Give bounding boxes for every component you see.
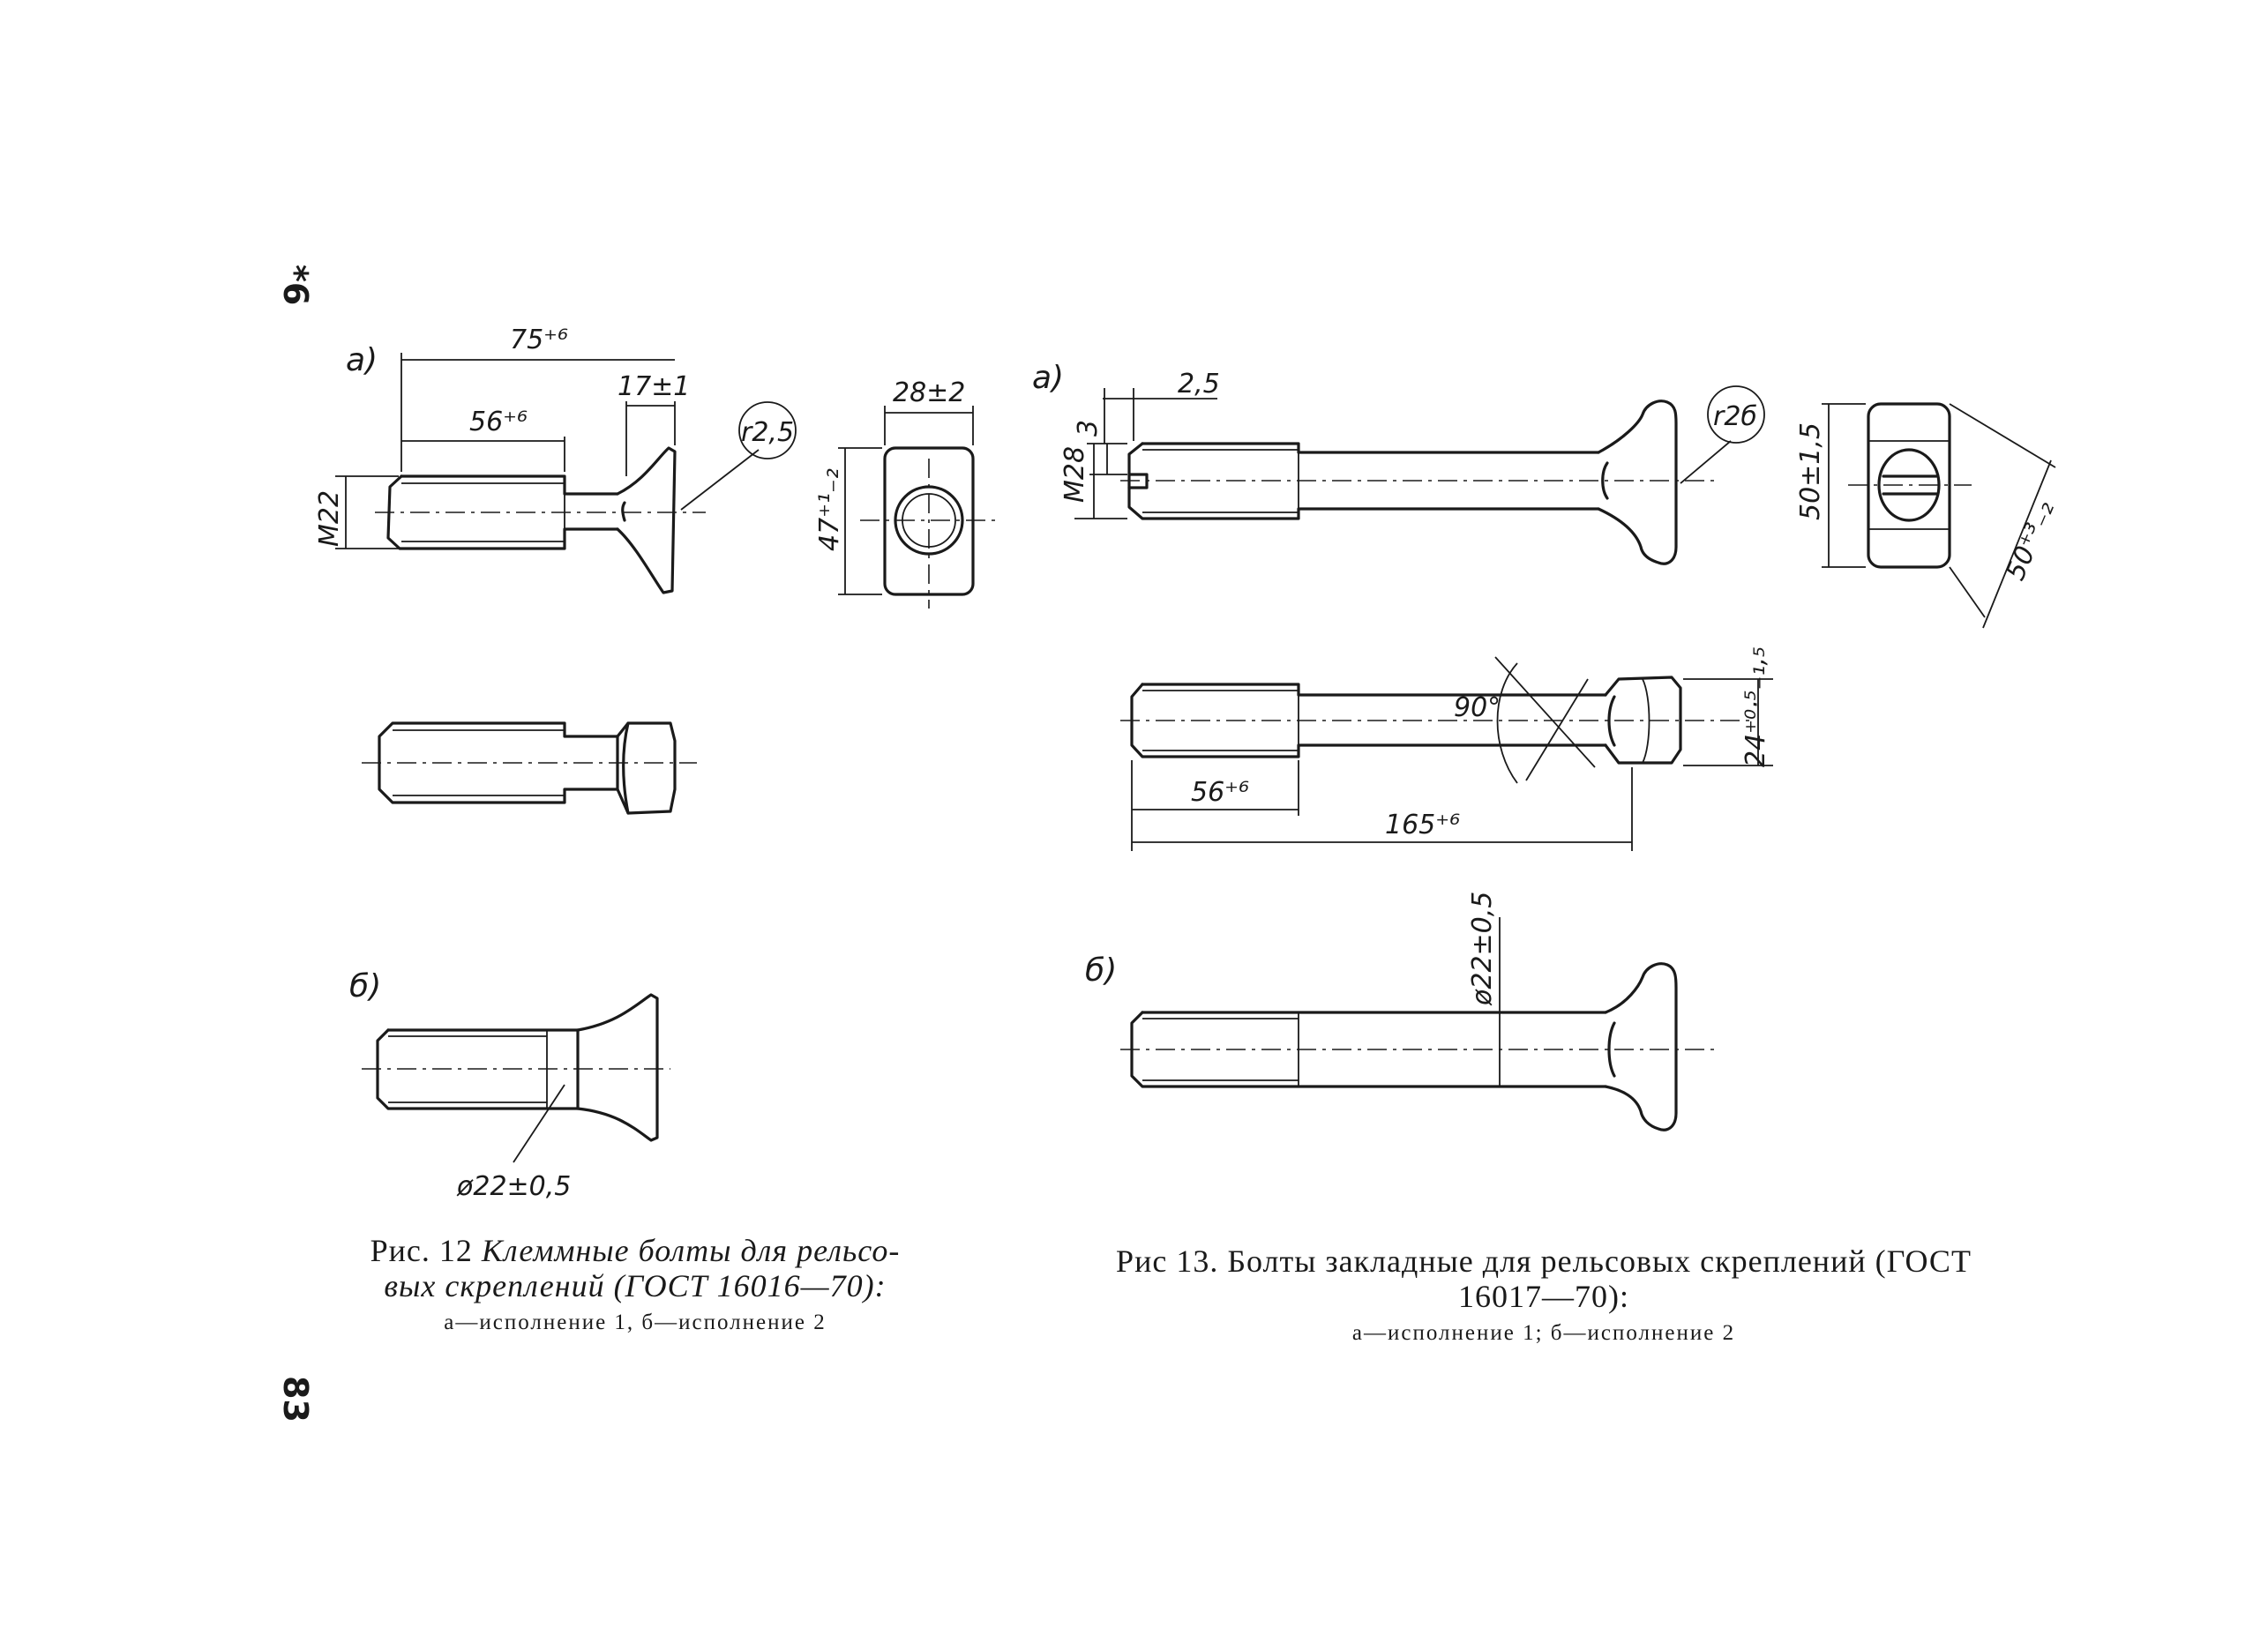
fig12-dim-thread: M22 (314, 489, 345, 547)
fig13-view-a-label: а) (1032, 360, 1065, 396)
fig12-dim-head-length: 17±1 (618, 371, 691, 402)
fig12-top-view (362, 723, 697, 813)
fig13-dim-thread: M28 (1059, 445, 1090, 503)
fig12-dim-diameter: ø22±0,5 (457, 1171, 572, 1202)
fig13-dim-radius: r2б (1713, 401, 1757, 432)
fig13-end-view (1795, 404, 2061, 628)
fig12-caption-prefix: Рис. 12 (370, 1233, 473, 1268)
fig13-view-a (1032, 360, 2061, 628)
fig12-dim-radius: r2,5 (741, 417, 795, 448)
fig13-dim-length-total: 165⁺⁶ (1385, 810, 1461, 840)
fig12-dimensions (314, 325, 796, 549)
fig12-caption-line2: вых скреплений (ГОСТ 16016—70): (384, 1268, 887, 1303)
fig12-dim-length-thread: 56⁺⁶ (469, 407, 528, 437)
fig13-caption-line1 (1045, 1243, 2042, 1279)
fig13-caption-title: Болты закладные для рельсовых скреплений (ГОСТ (1227, 1243, 1972, 1279)
page-number: 83 (276, 1376, 315, 1423)
fig13-dim-angle: 90° (1454, 692, 1501, 723)
fig13-caption (1045, 1243, 2042, 1346)
fig13-dim-slot-depth: 3 (1073, 419, 1104, 437)
fig13-dim-diameter: ø22±0,5 (1467, 891, 1498, 1005)
fig12-caption (318, 1233, 953, 1335)
fig12-view-a (314, 325, 997, 609)
corner-mark: *6 (276, 265, 315, 306)
fig12-end-view (814, 377, 997, 609)
fig13-dim-head-width: 50±1,5 (1795, 422, 1826, 520)
fig13-dim-length-thread: 56⁺⁶ (1191, 777, 1250, 808)
fig12-dim-width: 28±2 (893, 377, 966, 408)
fig13-caption-line2: 16017—70): (1458, 1279, 1629, 1314)
fig13-caption-line3: а—исполнение 1; б—исполнение 2 (1351, 1321, 1736, 1345)
fig13-view-b-label: б) (1085, 952, 1118, 989)
fig12-side-view (375, 448, 706, 593)
fig12-caption-line1 (318, 1233, 953, 1268)
fig13-view-b (1085, 892, 1716, 1131)
fig12-dim-height: 47⁺¹₋₂ (814, 468, 845, 551)
fig13-dim-head-diag: 50⁺³₋₂ (2000, 497, 2062, 586)
fig12-view-b (349, 968, 670, 1202)
fig12-dim-length-total: 75⁺⁶ (510, 325, 569, 355)
fig12-caption-title: Клеммные болты для рельсо- (481, 1233, 901, 1268)
fig13-dim-slot-width: 2,5 (1178, 369, 1220, 400)
fig13-side-view (1120, 401, 1720, 564)
fig13-caption-prefix: Рис 13. (1116, 1243, 1219, 1279)
fig13-top-view (1120, 646, 1773, 851)
fig12-caption-line3: а—исполнение 1, б—исполнение 2 (444, 1311, 827, 1334)
fig12-view-b-label: б) (349, 968, 382, 1004)
fig13-dim-head-height: 24⁺⁰·⁵₋₁,₅ (1740, 646, 1771, 767)
fig12-view-a-label: а) (346, 342, 378, 378)
